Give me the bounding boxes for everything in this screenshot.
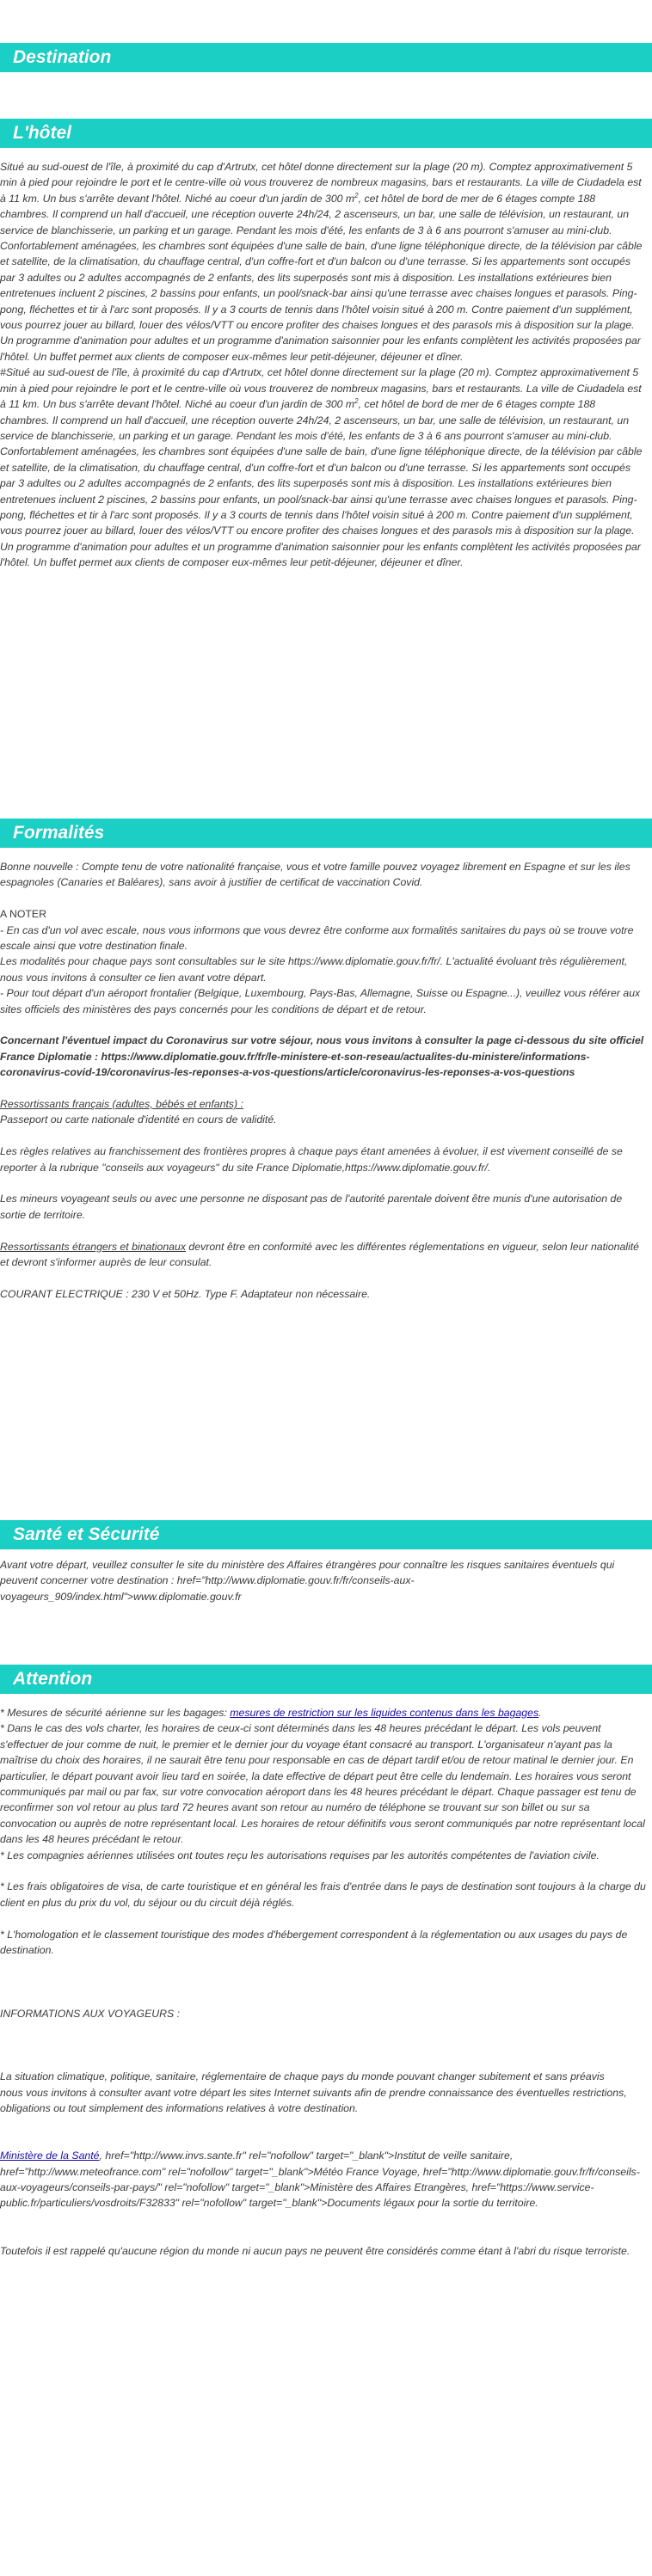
ministere-sante-link[interactable]: Ministère de la Santé [0, 2150, 100, 2162]
a-noter-label: A NOTER [0, 908, 46, 921]
ressortissants-francais-text: Passeport ou carte nationale d'identité en cours de validité. [0, 1113, 277, 1126]
liquides-restriction-link[interactable]: mesures de restriction sur les liquides contenus dans les bagages [230, 1707, 539, 1719]
sante-section [0, 1557, 647, 1604]
terrorisme-note: Toutefois il est rappelé qu'aucune région du monde ni aucun pays ne peuvent être considérés comme étant à l'abri du risque terroriste. [0, 2244, 630, 2257]
invitons-note: nous vous invitons à consulter avant votre départ les sites Internet suivants afin de prendre connaissance des éventuelles restrictions, obligations ou tout simplement des informations relatives à votre destination. [0, 2086, 627, 2115]
sante-header: Santé et Sécurité [0, 1520, 652, 1549]
situation-note: La situation climatique, politique, sanitaire, réglementaire de chaque pays du monde pouvant changer subitement et sans préavis [0, 2070, 605, 2083]
frontalier-note: - Pour tout départ d'un aéroport frontalier (Belgique, Luxembourg, Pays-Bas, Allemagne, Suisse ou Espagne...), veuillez vous référer aux sites officiels des ministères des pays concernés pour les conditions de départ et de retour. [0, 987, 641, 1015]
attention-header: Attention [0, 1665, 652, 1694]
coronavirus-notice: Concernant l'éventuel impact du Coronavirus sur votre séjour, nous vous invitons à consulter la page ci-dessous du site officiel France Diplomatie : https://www.diplomatie.gouv.fr/fr/le-ministere-et-son-reseau/actualites-du-ministere/informations-coronavirus-covid-19/coronavirus-les-reponses-a-vos-questions/article/coronavirus-les-reponses-a-vos-questions [0, 1034, 644, 1079]
vols-charter-note: * Dans le cas des vols charter, les horaires de ceux-ci sont déterminés dans les 48 heures précédant le départ. Les vols peuvent s'effectuer de jour comme de nuit, le premier et le dernier jour du voyage étant consacré au transport. L'organisateur n'ayant pas la maîtrise du choix des horaires, il ne saurait être tenu pour responsable en cas de départ tardif et/ou de retour matinal le dernier jour. En particulier, le départ pouvant avoir lieu tard en soirée, la date effective de départ peut être celle du lendemain. Les horaires vous seront communiqués par mail ou par fax, sur votre convocation aéroport dans les 48 heures précédant le départ. Chaque passager est tenu de reconfirmer son vol retour au plus tard 72 heures avant son retour au numéro de téléphone se trouvant sur son billet ou sur sa convocation ou auprès de notre représentant local. Les horaires de retour définitifs vous seront communiqués par notre représentant local dans les 48 heures précédant le retour. [0, 1722, 645, 1846]
formalites-header: Formalités [0, 819, 652, 848]
regles-frontieres: Les règles relatives au franchissement des frontières propres à chaque pays étant amenées à évoluer, il est vivement conseillé de se reporter à la rubrique "conseils aux voyageurs" du site France Diplomatie,https://www.diplomatie.gouv.fr/. [0, 1145, 623, 1174]
ressortissants-francais-label: Ressortissants français (adultes, bébés et enfants) : [0, 1098, 243, 1111]
bagages-note: * Mesures de sécurité aérienne sur les bagages: mesures de restriction sur les liquides contenus dans les bagages. [0, 1707, 542, 1719]
escale-note: - En cas d'un vol avec escale, nous vous informons que vous devrez être conforme aux formalités sanitaires du pays où se trouve votre escale ainsi que votre destination finale. [0, 923, 634, 953]
homologation-note: * L'homologation et le classement touristique des modes d'hébergement correspondent à la réglementation ou aux usages du pays de destination. [0, 1928, 628, 1957]
destination-header: Destination [0, 43, 652, 72]
ministere-links: Ministère de la Santé, href="http://www.invs.sante.fr" rel="nofollow" target="_blank">Institut de veille sanitaire, href="http://www.meteofrance.com" rel="nofollow" target="_blank">Météo France Voyage, href="http://www.diplomatie.gouv.fr/fr/conseils-aux-voyageurs/conseils-par-pays/" rel="nofollow" target="_blank">Ministère des Affaires Etrangères, href="https://www.service-public.fr/particuliers/vosdroits/F32833" rel="nofollow" target="_blank">Documents légaux pour la sortie du territoire. [0, 2150, 640, 2210]
hotel-description-repeat: #Situé au sud-ouest de l'île, à proximité du cap d'Artrutx, cet hôtel donne directement sur la plage (20 m). Comptez approximativement 5 min à pied pour rejoindre le port et le centre-ville où vous trouverez de nombreux magasins, bars et restaurants. La ville de Ciudadela est à 11 km. Un bus s'arrête devant l'hôtel. Niché au coeur d'un jardin de 300 $m^2$, cet hôtel de bord de mer de 6 étages compte 188 chambres. Il comprend un hall d'accueil, une réception ouverte 24h/24, 2 ascenseurs, un bar, une salle de télévision, un restaurant, un service de blanchisserie, un parking et un garage. Pendant les mois d'été, les enfants de 3 à 6 ans pourront s'amuser au mini-club. Confortablement aménagées, les chambres sont équipées d'une salle de bain, d'une ligne téléphonique directe, de la télévision par câble et satellite, de la climatisation, du chauffage central, d'un coffre-fort et d'un balcon ou d'une terrasse. Si les appartements sont occupés par 3 adultes ou 2 adultes accompagnés de 2 enfants, des lits superposés sont mis à disposition. Les installations extérieures bien entretenues incluent 2 piscines, 2 bassins pour enfants, un pool/snack-bar ainsi qu'une terrasse avec chaises longues et parasols. Ping-pong, fléchettes et tir à l'arc sont proposés. Il y a 3 courts de tennis dans l'hôtel voisin situé à 200 m. Contre paiement d'un supplément, vous pourrez jouer au billard, louer des vélos/VTT ou encore profiter des chaises longues et des parasols mis à disposition sur la plage. Un programme d'animation pour adultes et un programme d'animation saisonnier pour les enfants complètent les activités proposées par l'hôtel. Un buffet permet aux clients de composer eux-mêmes leur petit-déjeuner, déjeuner et dîner. [0, 366, 643, 569]
hotel-header: L'hôtel [0, 119, 652, 148]
hotel-description: Situé au sud-ouest de l'île, à proximité du cap d'Artrutx, cet hôtel donne directement sur la plage (20 m). Comptez approximativement 5 min à pied pour rejoindre le port et le centre-ville où vous trouverez de nombreux magasins, bars et restaurants. La ville de Ciudadela est à 11 km. Un bus s'arrête devant l'hôtel. Niché au coeur d'un jardin de 300 $m^2$, cet hôtel de bord de mer de 6 étages compte 188 chambres. Il comprend un hall d'accueil, une réception ouverte 24h/24, 2 ascenseurs, un bar, une salle de télévision, un restaurant, un service de blanchisserie, un parking et un garage. Pendant les mois d'été, les enfants de 3 à 6 ans pourront s'amuser au mini-club. Confortablement aménagées, les chambres sont équipées d'une salle de bain, d'une ligne téléphonique directe, de la télévision par câble et satellite, de la climatisation, du chauffage central, d'un coffre-fort et d'un balcon ou d'une terrasse. Si les appartements sont occupés par 3 adultes ou 2 adultes accompagnés de 2 enfants, des lits superposés sont mis à disposition. Les installations extérieures bien entretenues incluent 2 piscines, 2 bassins pour enfants, un pool/snack-bar ainsi qu'une terrasse avec chaises longues et parasols. Ping-pong, fléchettes et tir à l'arc sont proposés. Il y a 3 courts de tennis dans l'hôtel voisin situé à 200 m. Contre paiement d'un supplément, vous pourrez jouer au billard, louer des vélos/VTT ou encore profiter des chaises longues et des parasols mis à disposition sur la plage. Un programme d'animation pour adultes et un programme d'animation saisonnier pour les enfants complètent les activités proposées par l'hôtel. Un buffet permet aux clients de composer eux-mêmes leur petit-déjeuner, déjeuner et dîner. [0, 161, 643, 363]
compagnies-note: * Les compagnies aériennes utilisées ont toutes reçu les autorisations requises par les autorités compétentes de l'aviation civile. [0, 1849, 600, 1861]
sante-text: Avant votre départ, veuillez consulter le site du ministère des Affaires étrangères pour connaître les risques sanitaires éventuels qui peuvent concerner votre destination : href="http://www.diplomatie.gouv.fr/fr/conseils-aux-voyageurs_909/index.html">www.diplomatie.gouv.fr [0, 1559, 615, 1603]
mineurs-note: Les mineurs voyageant seuls ou avec une personne ne disposant pas de l'autorité parentale doivent être munis d'une autorisation de sortie de territoire. [0, 1193, 623, 1221]
attention-section [0, 1705, 647, 2259]
courant-electrique: COURANT ELECTRIQUE : 230 V et 50Hz. Type F. Adaptateur non nécessaire. [0, 1287, 371, 1300]
hotel-section [0, 159, 647, 571]
modalites-note: Les modalités pour chaque pays sont consultables sur le site https://www.diplomatie.gouv.fr/fr/. L'actualité évoluant très régulièrement, nous vous invitons à consulter ce lien avant votre départ. [0, 955, 628, 984]
informations-voyageurs-label: INFORMATIONS AUX VOYAGEURS : [0, 2007, 181, 2020]
formalites-intro: Bonne nouvelle : Compte tenu de votre nationalité française, vous et votre famille pouvez voyagez librement en Espagne et sur les iles espagnoles (Canaries et Baléares), sans avoir à justifier de certificat de vaccination Covid. [0, 861, 630, 889]
formalites-section [0, 859, 647, 1302]
frais-note: * Les frais obligatoires de visa, de carte touristique et en général les frais d'entrée dans le pays de destination sont toujours à la charge du client en plus du prix du vol, du séjour ou du circuit déjà réglés. [0, 1880, 646, 1909]
ressortissants-etrangers: Ressortissants étrangers et binationaux devront être en conformité avec les différentes réglementations en vigueur, selon leur nationalité et devront s'informer auprès de leur consulat. [0, 1240, 640, 1269]
